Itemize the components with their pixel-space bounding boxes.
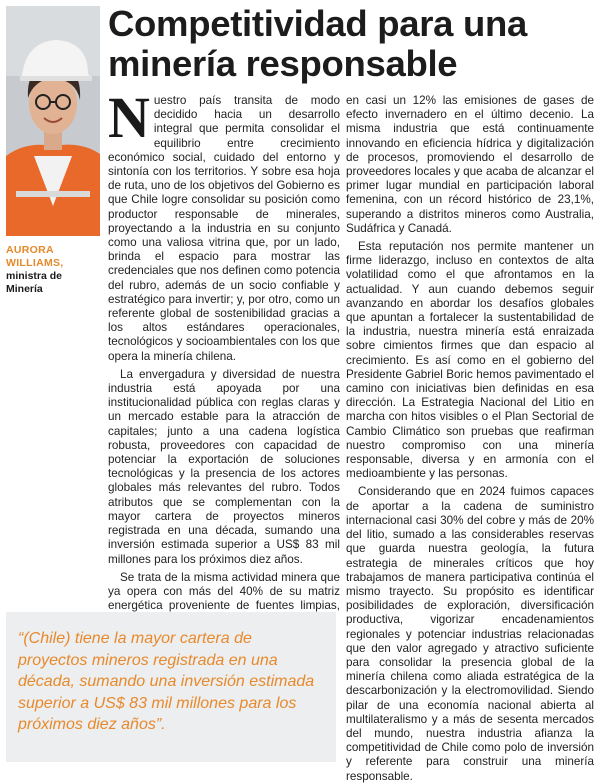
author-caption [6, 244, 100, 296]
pull-quote-box [6, 612, 336, 762]
text-column-right [346, 94, 594, 784]
paragraph-3-end: en casi un 12% las emisiones de gases de efecto invernadero en el último decenio. La misma industria que está continuamente innovando en eficiencia hídrica y digitalización de procesos, promoviendo el desarrollo de proveedores locales y que acaba de alcanzar el primer lugar mundial en participación laboral femenina, con un récord histórico de 23,1%, superando a distritos mineros como Australia, Sudáfrica y Canadá. [346, 94, 594, 235]
paragraph-1-text: uestro país transita de modo decidido hacia un desarrollo integral que permita consolidar el equilibrio entre crecimiento económico social, cuidado del entorno y sintonía con los territorios. Y sobre esa hoja de ruta, uno de los objetivos del Gobierno es que Chile logre consolidar su posición como productor responsable de minerales, proyectando a la industria en su conjunto como una valiosa vitrina que, por un lado, brinda el espacio para mostrar las credenciales que nos definen como potencia del rubro, además de un socio confiable y estratégico para invertir; y, por otro, como un referente global de sostenibilidad gracias a los altos estándares operacionales, tecnológicos y socioambientales con los que opera la minería chilena. [108, 94, 340, 363]
paragraph-3-start: Se trata de la misma actividad minera que ya opera con más del 40% de su matriz energética proveniente de fuentes limpias, [108, 570, 340, 613]
paragraph-1 [108, 85, 340, 364]
author-name-line2: WILLIAMS, [6, 257, 64, 269]
author-name-line1: AURORA [6, 244, 54, 256]
paragraph-2: La envergadura y diversidad de nuestra industria está apoyada por una institucionalidad pública con reglas claras y un mercado estable para la atracción de capitales; junto a una cadena logística robusta, proveedores con capacidad de potenciar la exportación de soluciones tecnológicas y la presencia de los actores globales más relevantes del rubro. Todos atributos que se complementan con la mayor cartera de proyectos mineros registrada en una década, sumando una inversión estimada superior a US$ 83 mil millones para los próximos diez años. [108, 367, 340, 566]
text-column-left [108, 85, 340, 628]
author-role-line2: Minería [6, 283, 43, 295]
article-title: Competitividad para una minería responsable [108, 3, 527, 84]
pull-quote: “(Chile) tiene la mayor cartera de proyectos mineros registrada en una década, sumando una inversión estimada superior a US$ 83 mil millones para los próximos diez años”. [18, 630, 315, 733]
dropcap: N [108, 85, 150, 150]
paragraph-4: Esta reputación nos permite mantener un firme liderazgo, incluso en contextos de alta volatilidad como el que afrontamos en la actualidad. Y aun cuando debemos seguir avanzando en abordar los desafíos globales que apuntan a fortalecer la sustentabilidad de la industria, nuestra minería está enraizada sobre cimientos firmes que dan espacio al crecimiento. Es así como en el gobierno del Presidente Gabriel Boric hemos pavimentado el camino con iniciativas bien definidas en esa dirección. La Estrategia Nacional del Litio en marcha con hitos visibles o el Plan Sectorial de Cambio Climático son pruebas que reafirman nuestro compromiso con una minería responsable, diversa y en armonía con el medioambiente y las personas. [346, 240, 594, 481]
author-photo [6, 6, 100, 236]
paragraph-5: Considerando que en 2024 fuimos capaces de aportar a la cadena de suministro internacional casi 30% del cobre y más de 20% del litio, sumado a las considerables reservas que guarda nuestra geología, la futura estrategia de minerales críticos que hoy trabajamos de manera participativa continúa el mismo trayecto. Su propósito es identificar posibilidades de exploración, diversificación productiva, vigorizar encadenamientos regionales y potenciar industrias relacionadas que den valor agregado y atractivo suficiente para consolidar la presencia global de la minería chilena como aliada estratégica de la descarbonización y la electromovilidad. Siendo pilar de una economía nacional abierta al multilateralismo y a más de sesenta mercados del mundo, nuestra industria afianza la competitividad de Chile como polo de inversión y referente para construir una minería responsable. [346, 485, 594, 783]
author-role-line1: ministra de [6, 270, 63, 282]
